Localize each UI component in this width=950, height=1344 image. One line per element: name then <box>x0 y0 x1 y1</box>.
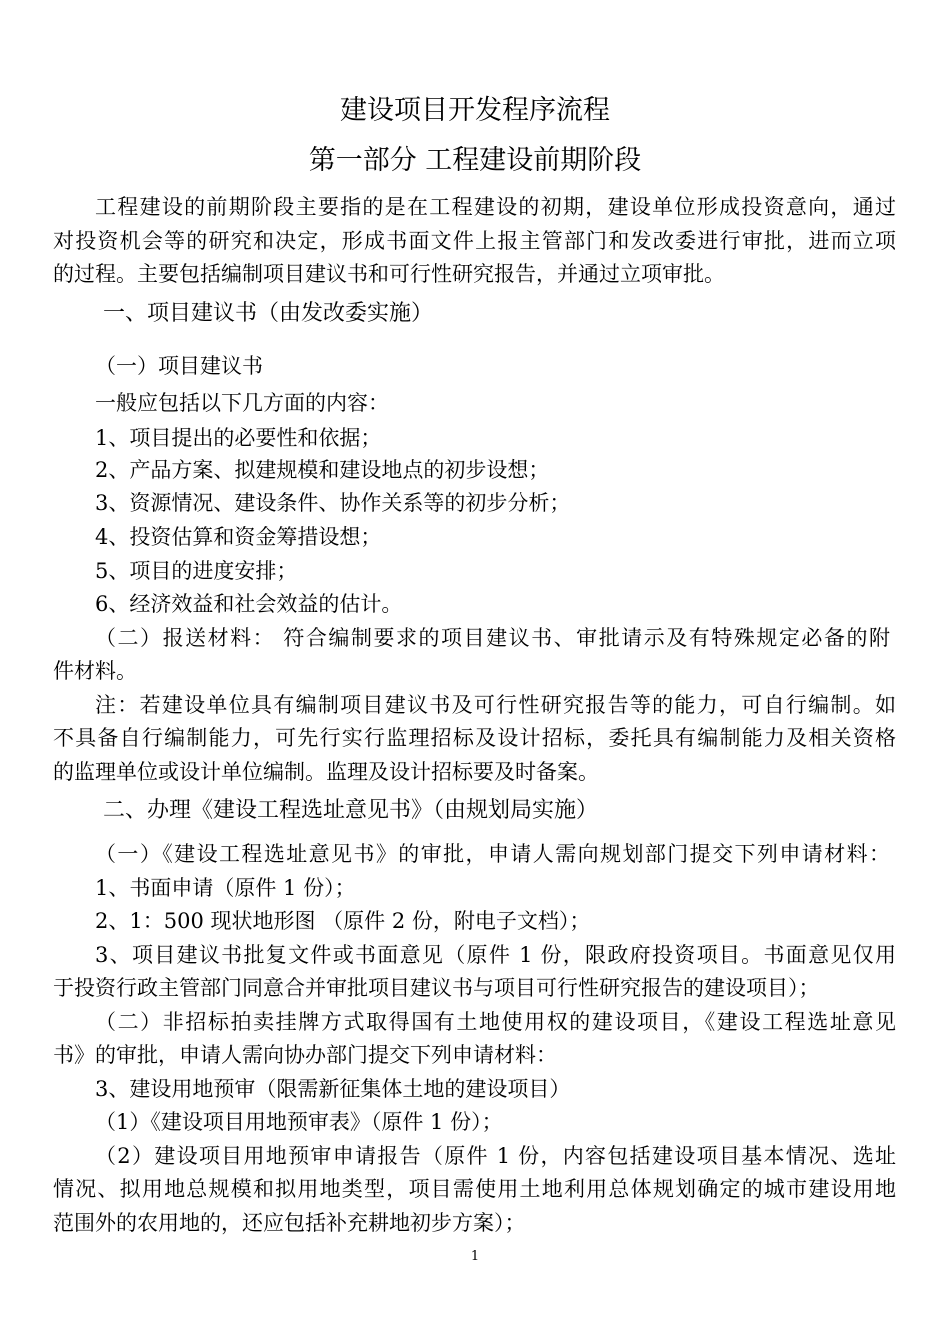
section2-item-5: （1）《建设项目用地预审表》（原件 1 份）； <box>95 1110 503 1134</box>
intro-line-3: 的过程。主要包括编制项目建议书和可行性研究报告，并通过立项审批。 <box>53 262 725 286</box>
section2-item-3-line-2: 于投资行政主管部门同意合并审批项目建议书与项目可行性研究报告的建设项目）； <box>53 976 820 1000</box>
section1-note-line-3: 的监理单位或设计单位编制。监理及设计招标要及时备案。 <box>53 760 599 784</box>
document-subtitle: 第一部分 工程建设前期阶段 <box>308 145 642 176</box>
section2-item-4: 3、建设用地预审（限需新征集体土地的建设项目） <box>95 1077 571 1101</box>
section2-item-6-line-3: 范围外的农用地的，还应包括补充耕地初步方案）； <box>53 1211 526 1235</box>
section2-sub2-line-2: 书》的审批，申请人需向协办部门提交下列申请材料： <box>53 1043 557 1067</box>
section1-lead: 一般应包括以下几方面的内容： <box>95 391 389 415</box>
section2-item-6-line-2: 情况、拟用地总规模和拟用地类型，项目需使用土地利用总体规划确定的城市建设用地 <box>53 1177 896 1201</box>
section1-note-line-1: 注：若建设单位具有编制项目建议书及可行性研究报告等的能力，可自行编制。如 <box>95 693 896 717</box>
document-title: 建设项目开发程序流程 <box>340 95 610 126</box>
section1-item-4: 4、投资估算和资金筹措设想； <box>95 525 382 549</box>
section1-sub2-line-1: （二）报送材料： 符合编制要求的项目建议书、审批请示及有特殊规定必备的附 <box>95 626 890 650</box>
section2-sub2-line-1: （二）非招标拍卖挂牌方式取得国有土地使用权的建设项目，《建设工程选址意见 <box>95 1010 896 1034</box>
section2-item-3-line-1: 3、项目建议书批复文件或书面意见（原件 1 份，限政府投资项目。书面意见仅用 <box>95 943 896 967</box>
section2-heading: 二、办理《建设工程选址意见书》（由规划局实施） <box>103 798 599 823</box>
section1-sub1: （一）项目建议书 <box>95 354 263 378</box>
page-number: 1 <box>470 1249 480 1264</box>
section1-item-5: 5、项目的进度安排； <box>95 559 298 583</box>
section1-item-1: 1、项目提出的必要性和依据； <box>95 426 382 450</box>
section2-item-6-line-1: （2）建设项目用地预审申请报告（原件 1 份，内容包括建设项目基本情况、选址 <box>95 1144 896 1168</box>
intro-line-2: 对投资机会等的研究和决定，形成书面文件上报主管部门和发改委进行审批，进而立项 <box>53 229 896 253</box>
section2-sub1: （一）《建设工程选址意见书》的审批，申请人需向规划部门提交下列申请材料： <box>95 842 890 866</box>
section2-item-2: 2、1：500 现状地形图 （原件 2 份，附电子文档）； <box>95 909 591 933</box>
intro-line-1: 工程建设的前期阶段主要指的是在工程建设的初期，建设单位形成投资意向，通过 <box>95 195 896 219</box>
section1-item-6: 6、经济效益和社会效益的估计。 <box>95 592 403 616</box>
section1-note-line-2: 不具备自行编制能力，可先行实行监理招标及设计招标，委托具有编制能力及相关资格 <box>53 726 896 750</box>
section1-item-2: 2、产品方案、拟建规模和建设地点的初步设想； <box>95 458 550 482</box>
section1-sub2-line-2: 件材料。 <box>53 659 137 683</box>
section1-item-3: 3、资源情况、建设条件、协作关系等的初步分析； <box>95 491 571 515</box>
section2-item-1: 1、书面申请（原件 1 份）； <box>95 876 356 900</box>
section1-heading: 一、项目建议书（由发改委实施） <box>103 301 434 326</box>
